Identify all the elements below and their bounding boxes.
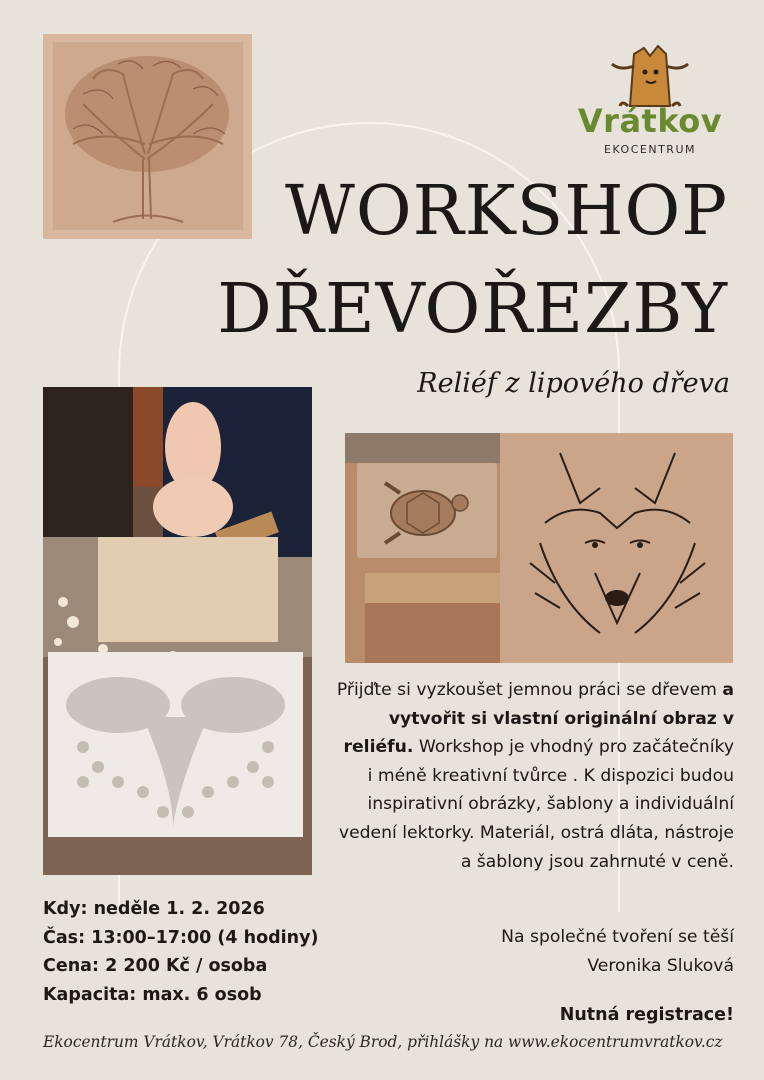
tree-stump-mascot-icon xyxy=(600,36,700,108)
detail-time: Čas: 13:00–17:00 (4 hodiny) xyxy=(43,927,319,948)
description-part-1: Přijďte si vyzkoušet jemnou práci se dřevem xyxy=(336,680,723,700)
title-line-2: DŘEVOŘEZBY xyxy=(217,270,728,349)
detail-capacity: Kapacita: max. 6 osob xyxy=(43,984,262,1005)
registration-notice: Nutná registrace! xyxy=(559,1005,734,1025)
wolf-relief-photo xyxy=(500,433,733,663)
greeting xyxy=(501,923,734,981)
event-details xyxy=(43,895,319,1009)
subtitle: Reliéf z lipového dřeva xyxy=(417,368,730,399)
logo-name: Vrátkov xyxy=(577,102,723,140)
ekocentrum-logo xyxy=(560,36,740,166)
greeting-line-1: Na společné tvoření se těší xyxy=(501,927,734,947)
description-part-2: Workshop je vhodný pro začátečníky i méně kreativní tvůrce . K dispozici budou inspirativní obrázky, šablony a individuální vedení lektorky. Materiál, ostrá dláta, nástroje a šablony jsou zahrnuté v ceně. xyxy=(338,737,734,872)
greeting-line-2: Veronika Sluková xyxy=(587,956,734,976)
workshop-description xyxy=(334,676,734,876)
title-line-1: WORKSHOP xyxy=(284,172,728,251)
carving-hands-photo xyxy=(43,387,312,875)
footer-contact: Ekocentrum Vrátkov, Vrátkov 78, Český Brod, přihlášky na www.ekocentrumvratkov.cz xyxy=(43,1033,723,1051)
detail-when: Kdy: neděle 1. 2. 2026 xyxy=(43,899,265,919)
tree-relief-photo xyxy=(43,34,252,239)
detail-price: Cena: 2 200 Kč / osoba xyxy=(43,956,268,976)
logo-subtitle: EKOCENTRUM xyxy=(604,143,696,156)
turtle-relief-photo xyxy=(345,433,500,663)
description-bold: a vytvořit si vlastní originální obraz v reliéfu. xyxy=(343,680,734,758)
